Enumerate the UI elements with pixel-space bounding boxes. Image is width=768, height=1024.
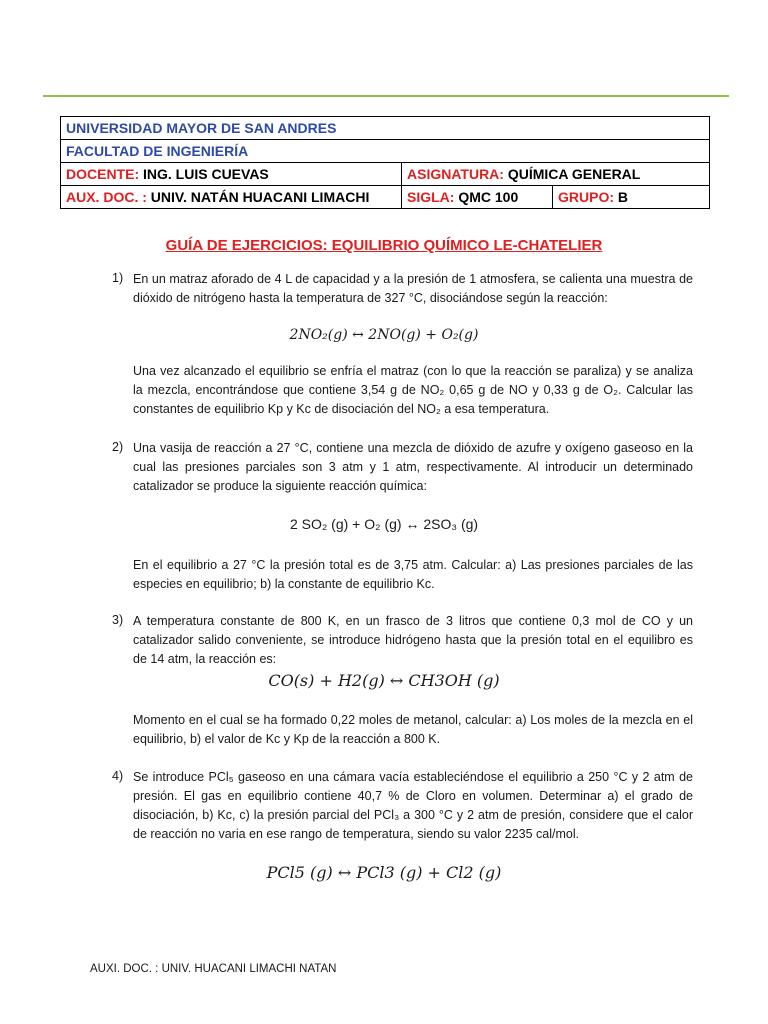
docente-value: ING. LUIS CUEVAS [143,166,269,182]
docente-label: DOCENTE: [66,166,140,182]
exercise-2-equation: 2 SO₂ (g) + O₂ (g) ↔ 2SO₃ (g) [289,516,479,532]
aux-doc-cell [61,186,402,209]
grupo-label: GRUPO: [558,189,614,205]
asignatura-label: ASIGNATURA: [407,166,504,182]
asignatura-value: QUÍMICA GENERAL [507,166,641,182]
exercise-4-equation: PCl5 (g) ↔ PCl3 (g) + Cl2 (g) [266,863,502,882]
asignatura-cell [402,163,710,186]
aux-value: UNIV. NATÁN HUACANI LIMACHI [150,189,370,205]
exercise-1-text: En un matraz aforado de 4 L de capacidad y a la presión de 1 atmosfera, se calienta una muestra de dióxido de nitrógeno hasta la temperatura de 327 °C, disociándose según la reacción: [133,272,693,305]
page-footer: AUXI. DOC. : UNIV. HUACANI LIMACHI NATAN [90,963,337,975]
exercise-3-text: A temperatura constante de 800 K, en un frasco de 3 litros que contiene 0,3 mol de CO y un catalizador salido conveniente, se introduce hidrógeno hasta que la presión total en el equilibro es de 14 atm, la reacción es: [133,614,693,666]
sigla-value: QMC 100 [458,189,519,205]
sigla-label: SIGLA: [407,189,455,205]
top-divider-line [43,95,729,97]
exercise-3-number: 3) [112,613,124,627]
exercise-1-equation: 2NO₂(g) ↔ 2NO(g) + O₂(g) [289,327,479,343]
exercise-1-text2: Una vez alcanzado el equilibrio se enfría el matraz (con lo que la reacción se paraliza) y se analiza la mezcla, encontrándose que contiene 3,54 g de NO₂ 0,65 g de NO y 0,33 g de O₂. Calcular las constantes de equilibrio Kp y Kc de disociación del NO₂ a esa temperatura. [133,364,693,416]
exercise-4-text: Se introduce PCl₅ gaseoso en una cámara vacía estableciéndose el equilibrio a 250 °C y 2 atm de presión. El gas en equilibrio contiene 40,7 % de Cloro en volumen. Determinar a) el grado de disociación, b) Kc, c) la presión parcial del PCl₃ a 300 °C y 2 atm de presión, considere que el calor de reacción no varia en ese rango de temperatura, siendo su valor 2235 cal/mol. [133,770,693,841]
grupo-cell [553,186,710,209]
docente-cell [61,163,402,186]
guide-title: GUÍA DE EJERCICIOS: EQUILIBRIO QUÍMICO LE-CHATELIER [165,237,603,254]
exercise-3-text2: Momento en el cual se ha formado 0,22 moles de metanol, calcular: a) Los moles de la mezcla en el equilibrio, b) el valor de Kc y Kp de la reacción a 800 K. [133,713,693,746]
exercise-1-number: 1) [112,271,124,285]
header-table [60,116,710,209]
aux-label: AUX. DOC. : [66,189,147,205]
exercise-2-text: Una vasija de reacción a 27 °C, contiene una mezcla de dióxido de azufre y oxígeno gaseoso en la cual las presiones parciales son 3 atm y 1 atm, respectivamente. Al introducir un determinado catalizador se produce la siguiente reacción química: [133,441,693,493]
sigla-cell [402,186,553,209]
exercise-2-text2: En el equilibrio a 27 °C la presión total es de 3,75 atm. Calcular: a) Las presiones parciales de las especies en equilibrio; b) la constante de equilibrio Kc. [133,558,693,591]
faculty-name: FACULTAD DE INGENIERÍA [61,140,710,163]
exercise-3-equation: CO(s) + H2(g) ↔ CH3OH (g) [268,671,500,690]
exercise-4-number: 4) [112,769,124,783]
exercise-2-number: 2) [112,440,124,454]
university-name: UNIVERSIDAD MAYOR DE SAN ANDRES [61,117,710,140]
grupo-value: B [617,189,629,205]
